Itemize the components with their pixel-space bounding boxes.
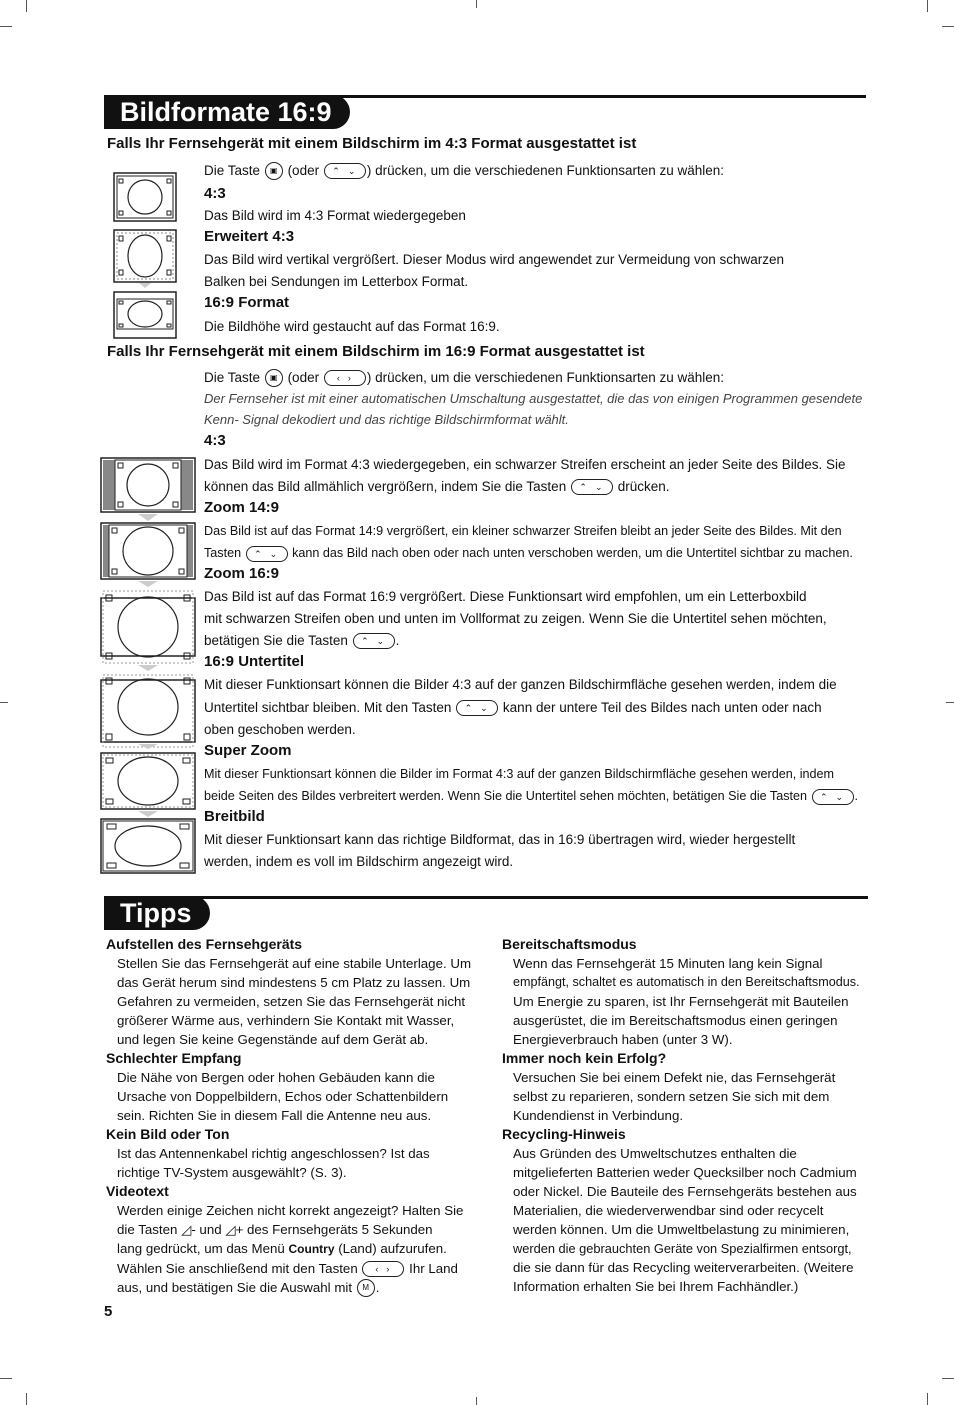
format-description: werden, indem es voll im Bildschirm angezeigt wird. xyxy=(204,854,514,869)
format-description: Mit dieser Funktionsart können die Bilder im Format 4:3 auf der ganzen Bildschirmfläche gesehen werden, indem xyxy=(204,767,835,781)
crop-mark xyxy=(26,0,27,12)
crop-mark xyxy=(476,1397,477,1405)
crop-mark xyxy=(476,0,477,8)
format-description: Balken bei Sendungen im Letterbox Format. xyxy=(204,274,469,289)
tip-text: Gefahren zu vermeiden, setzen Sie das Fernsehgerät nicht xyxy=(117,994,466,1009)
crop-mark xyxy=(0,702,8,703)
tip-heading: Kein Bild oder Ton xyxy=(106,1126,230,1142)
section-rule xyxy=(104,896,868,899)
section-title-bildformate: Bildformate 16:9 xyxy=(104,95,350,129)
page-number: 5 xyxy=(104,1303,113,1320)
tip-heading: Schlechter Empfang xyxy=(106,1050,242,1066)
tip-text: sein. Richten Sie in diesem Fall die Antenne neu aus. xyxy=(117,1108,432,1123)
tip-text: Die Nähe von Bergen oder hohen Gebäuden kann die xyxy=(117,1070,435,1085)
up-down-buttons-icon: ⌃⌄ xyxy=(353,633,395,649)
tv-subtitle-16-9-icon xyxy=(100,674,196,750)
tip-text: Stellen Sie das Fernsehgerät auf eine stabile Unterlage. Um xyxy=(117,956,472,971)
format-description: Mit dieser Funktionsart kann das richtige Bildformat, das in 16:9 übertragen wird, wieder hergestellt xyxy=(204,832,796,847)
up-down-buttons-icon: ⌃⌄ xyxy=(812,789,854,805)
crop-mark xyxy=(942,1378,954,1379)
tip-text: empfängt, schaltet es automatisch in den Bereitschaftsmodus. xyxy=(513,975,860,989)
crop-mark xyxy=(26,1393,27,1405)
tip-text: richtige TV-System ausgewählt? (S. 3). xyxy=(117,1165,347,1180)
intro-text: Die Taste ▣ (oder ⌃⌄ ) drücken, um die verschiedenen Funktionsarten zu wählen: xyxy=(204,160,724,182)
tip-text: werden die gebrauchten Geräte von Spezialfirmen entsorgt, xyxy=(513,1241,852,1256)
tip-text: die Tasten ◿- und ◿+ des Fernsehgeräts 5 Sekunden xyxy=(117,1222,433,1237)
tip-text: das Gerät herum sind mindestens 5 cm Platz zu lassen. Um xyxy=(117,975,471,990)
tip-text: Energieverbrauch haben (unter 3 W). xyxy=(513,1032,733,1047)
left-right-buttons-icon: ‹› xyxy=(324,370,366,386)
crop-mark xyxy=(946,702,954,703)
format-description: Das Bild wird vertikal vergrößert. Dieser Modus wird angewendet zur Vermeidung von schwarzen xyxy=(204,252,784,267)
section-title-tipps: Tipps xyxy=(104,896,210,930)
tv-format-extended-icon xyxy=(113,229,177,289)
tip-text: Materialien, die wiederverwendbar sind oder recycelt xyxy=(513,1203,824,1218)
tips-left-column xyxy=(106,935,481,1297)
format-label: Zoom 16:9 xyxy=(204,565,280,582)
format-label: Super Zoom xyxy=(204,742,292,759)
tv-widescreen-icon xyxy=(100,818,196,874)
format-label: 16:9 Format xyxy=(204,294,290,311)
tip-text: werden können. Um die Umweltbelastung zu minimieren, xyxy=(513,1222,850,1237)
tip-heading: Bereitschaftsmodus xyxy=(502,936,637,952)
format-description: Untertitel sichtbar bleiben. Mit den Tasten ⌃⌄ kann der untere Teil des Bildes nach unten oder nach xyxy=(204,700,822,715)
tip-text: und legen Sie keine Gegenstände auf dem Gerät ab. xyxy=(117,1032,429,1047)
format-description: Das Bild wird im Format 4:3 wiedergegeben, ein schwarzer Streifen erscheint an jeder Seite des Bildes. Sie xyxy=(204,457,846,472)
crop-mark xyxy=(942,26,954,27)
format-description: Tasten ⌃⌄ kann das Bild nach oben oder nach unten verschoben werden, um die Untertitel sichtbar zu machen. xyxy=(204,546,853,560)
tip-text: Wählen Sie anschließend mit den Tasten ‹› Ihr Land xyxy=(117,1261,458,1276)
intro-text: Die Taste ▣ (oder ‹› ) drücken, um die verschiedenen Funktionsarten zu wählen: xyxy=(204,367,724,389)
up-down-buttons-icon: ⌃⌄ xyxy=(246,546,288,562)
tip-text: Information erhalten Sie bei Ihrem Fachhändler.) xyxy=(513,1279,799,1294)
tip-text: Kundendienst in Verbindung. xyxy=(513,1108,684,1123)
format-label: 4:3 xyxy=(204,185,226,202)
tip-heading: Immer noch kein Erfolg? xyxy=(502,1050,667,1066)
tv-format-16-9-icon xyxy=(113,291,177,339)
format-label: Breitbild xyxy=(204,808,265,825)
tips-right-column xyxy=(502,935,877,1296)
tv-16-9-format-4-3-icon xyxy=(100,457,196,523)
format-button-icon: ▣ xyxy=(265,162,283,180)
crop-mark xyxy=(0,26,12,27)
tv-zoom-14-9-icon xyxy=(100,522,196,588)
subsection-heading-4-3-screen: Falls Ihr Fernsehgerät mit einem Bildschirm im 4:3 Format ausgestattet ist xyxy=(107,135,637,152)
crop-mark xyxy=(927,1393,928,1405)
tip-text: Ist das Antennenkabel richtig angeschlossen? Ist das xyxy=(117,1146,430,1161)
auto-switch-note: Kenn- Signal dekodiert und das richtige Bildschirmformat wählt. xyxy=(204,412,569,427)
format-description: können das Bild allmählich vergrößern, indem Sie die Tasten ⌃⌄ drücken. xyxy=(204,479,670,494)
tip-text: Wenn das Fernsehgerät 15 Minuten lang kein Signal xyxy=(513,956,823,971)
tip-text: Um Energie zu sparen, ist Ihr Fernsehgerät mit Bauteilen xyxy=(513,994,849,1009)
tip-text: aus, und bestätigen Sie die Auswahl mit M . xyxy=(106,1278,481,1297)
format-description: Die Bildhöhe wird gestaucht auf das Format 16:9. xyxy=(204,319,500,334)
format-label: Erweitert 4:3 xyxy=(204,228,295,245)
subsection-heading-16-9-screen: Falls Ihr Fernsehgerät mit einem Bildschirm im 16:9 Format ausgestattet ist xyxy=(107,343,645,360)
tip-text: ausgerüstet, die im Bereitschaftsmodus einen geringen xyxy=(513,1013,838,1028)
tip-heading: Aufstellen des Fernsehgeräts xyxy=(106,936,303,952)
tip-text: Ursache von Doppelbildern, Echos oder Schattenbildern xyxy=(117,1089,449,1104)
tip-heading: Videotext xyxy=(106,1183,169,1199)
format-label: Zoom 14:9 xyxy=(204,499,280,516)
tip-text: die sie dann für das Recycling weiterverarbeiten. (Weitere xyxy=(513,1260,854,1275)
format-description: Mit dieser Funktionsart können die Bilder 4:3 auf der ganzen Bildschirmfläche gesehen werden, indem die xyxy=(204,677,837,692)
tip-text: Aus Gründen des Umweltschutzes enthalten die xyxy=(513,1146,797,1161)
left-right-buttons-icon: ‹› xyxy=(362,1261,404,1277)
tip-heading: Recycling-Hinweis xyxy=(502,1126,626,1142)
tip-text: Versuchen Sie bei einem Defekt nie, das Fernsehgerät xyxy=(513,1070,836,1085)
format-description: Das Bild ist auf das Format 16:9 vergrößert. Diese Funktionsart wird empfohlen, um ein Letterboxbild xyxy=(204,589,807,604)
up-down-buttons-icon: ⌃⌄ xyxy=(571,479,613,495)
format-description: oben geschoben werden. xyxy=(204,722,356,737)
format-description: beide Seiten des Bildes verbreitert werden. Wenn Sie die Untertitel sehen möchten, betätigen Sie die Tasten ⌃⌄ . xyxy=(204,789,858,803)
format-button-icon: ▣ xyxy=(265,369,283,387)
tv-zoom-16-9-icon xyxy=(100,590,196,672)
auto-switch-note: Der Fernseher ist mit einer automatischen Umschaltung ausgestattet, die das von einigen Programmen gesendete xyxy=(204,391,863,406)
tip-text: selbst zu reparieren, sondern setzen Sie sich mit dem xyxy=(513,1089,830,1104)
tip-text: lang gedrückt, um das Menü Country (Land) aufzurufen. xyxy=(117,1241,447,1256)
volume-triangle-icon: ◿ xyxy=(181,1222,192,1237)
tv-super-zoom-icon xyxy=(100,752,196,818)
format-label: 4:3 xyxy=(204,432,226,449)
tip-text: mitgelieferten Batterien weder Quecksilber noch Cadmium xyxy=(513,1165,857,1180)
tip-text: oder Nickel. Die Bauteile des Fernsehgeräts bestehen aus xyxy=(513,1184,857,1199)
crop-mark xyxy=(0,1378,12,1379)
menu-button-icon: M xyxy=(357,1279,375,1297)
format-description: Das Bild ist auf das Format 14:9 vergrößert, ein kleiner schwarzer Streifen bleibt an jeder Seite des Bildes. Mit den xyxy=(204,524,842,538)
tv-format-4-3-icon xyxy=(113,172,177,222)
up-down-buttons-icon: ⌃⌄ xyxy=(456,700,498,716)
format-description: betätigen Sie die Tasten ⌃⌄ . xyxy=(204,633,400,648)
up-down-buttons-icon: ⌃⌄ xyxy=(324,163,366,179)
format-description: Das Bild wird im 4:3 Format wiedergegeben xyxy=(204,208,466,223)
format-description: mit schwarzen Streifen oben und unten im Vollformat zu zeigen. Wenn Sie die Untertitel sehen möchten, xyxy=(204,611,827,626)
volume-triangle-icon: ◿ xyxy=(225,1222,236,1237)
crop-mark xyxy=(927,0,928,12)
format-label: 16:9 Untertitel xyxy=(204,653,305,670)
tip-text: größerer Wärme aus, verhindern Sie Kontakt mit Wasser, xyxy=(117,1013,455,1028)
tip-text: Werden einige Zeichen nicht korrekt angezeigt? Halten Sie xyxy=(117,1203,464,1218)
